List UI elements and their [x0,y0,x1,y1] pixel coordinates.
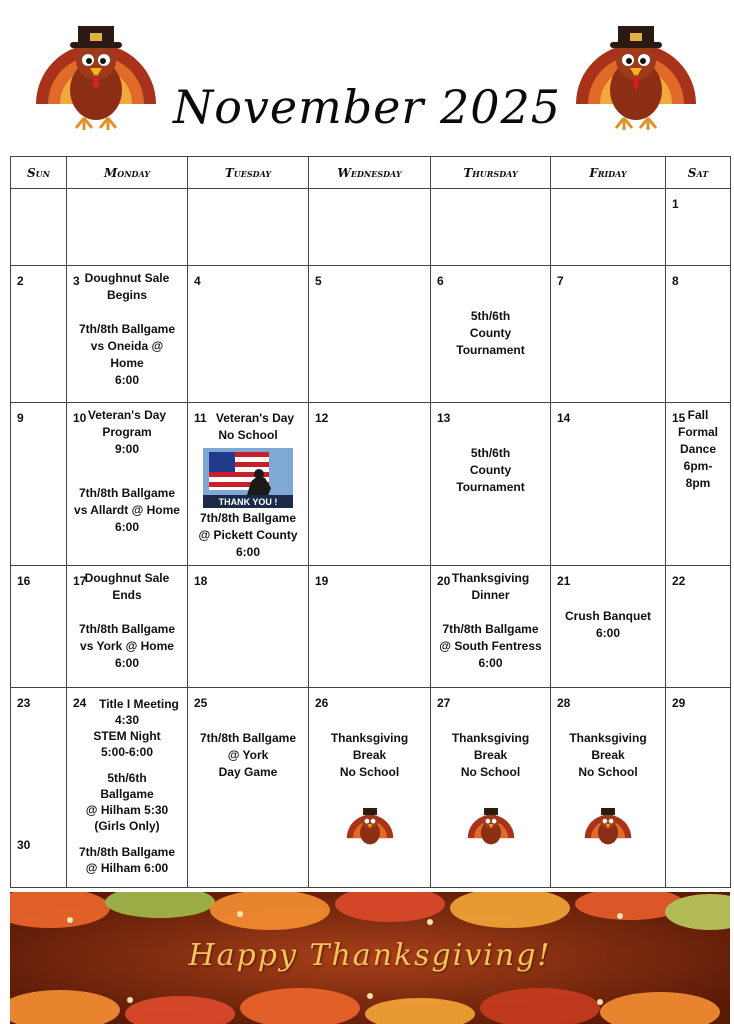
day-number: 29 [672,696,686,710]
event-line: 9:00 [114,442,140,456]
event-line: Doughnut Sale [84,271,170,285]
event-line: 6:00 [235,545,261,559]
event-line: @ South Fentress [439,639,542,653]
day-number: 16 [17,574,31,588]
day-events [73,270,181,389]
day-cell-empty [188,189,309,266]
event-line: vs Oneida @ Home [90,339,164,370]
event-line: 7th/8th Ballgame [78,845,176,859]
event-line: 7th/8th Ballgame [199,511,297,525]
event-line: 7th/8th Ballgame [442,622,539,636]
day-number: 15 [672,411,686,425]
day-events [557,608,659,642]
day-number: 3 [73,274,80,288]
event-line: Veteran's Day [215,411,295,425]
event-line: No School [339,765,400,779]
event-line: Thanksgiving Break [330,731,409,762]
event-line: No School [578,765,638,779]
day-number: 7 [557,274,564,288]
day-events [194,730,302,781]
event-line: Thanksgiving Dinner [451,571,530,602]
day-cell-6 [431,266,551,403]
day-number: 13 [437,411,451,425]
day-events [437,308,544,359]
event-line: 7th/8th Ballgame [199,731,297,745]
weekday-header-tuesday: Tuesday [188,157,309,189]
day-number: 10 [73,411,87,425]
day-cell-19 [309,566,431,688]
event-line: County Tournament [456,326,525,357]
event-line: Ballgame [100,787,154,801]
day-number: 17 [73,574,87,588]
event-line: @ York [227,748,269,762]
day-cell-27 [431,688,551,888]
event-line: 6:00 [114,656,140,670]
event-line: 7th/8th Ballgame [78,622,176,636]
day-cell-11 [188,403,309,566]
day-number: 9 [17,411,24,425]
day-events [73,570,181,672]
day-number: 27 [437,696,451,710]
day-cell-10 [67,403,188,566]
weekday-header-sun: Sun [11,157,67,189]
weekday-header-thursday: Thursday [431,157,551,189]
day-cell-29 [666,688,731,888]
event-line: Formal [677,425,718,439]
event-line: (Girls Only) [94,819,160,833]
day-events [73,696,181,876]
day-cell-9 [11,403,67,566]
event-line: 6:00 [114,373,140,387]
event-line: County Tournament [456,463,525,494]
event-line: Fall [687,408,709,422]
day-cell-2 [11,266,67,403]
day-cell-1 [666,189,731,266]
day-cell-3 [67,266,188,403]
event-line: 5th/6th [470,309,511,323]
day-number: 12 [315,411,329,425]
event-line: 6:00 [595,626,621,640]
day-cell-16 [11,566,67,688]
event-line: No School [218,428,278,442]
day-cell-4 [188,266,309,403]
day-number: 22 [672,574,686,588]
day-cell-5 [309,266,431,403]
veterans-flag-image [203,448,293,508]
day-events [73,407,181,536]
weekday-header-sat: Sat [666,157,731,189]
day-number: 20 [437,574,451,588]
day-number: 5 [315,274,322,288]
day-cell-15 [666,403,731,566]
turkey-icon [580,801,636,849]
day-number: 18 [194,574,208,588]
day-cell-24 [67,688,188,888]
event-line: 6pm-8pm [683,459,713,490]
day-cell-26 [309,688,431,888]
day-events [194,410,302,561]
day-cell-25 [188,688,309,888]
event-line: 5th/6th [470,446,511,460]
event-line: 7th/8th Ballgame [78,486,176,500]
event-line: @ Hilham 5:30 [85,803,169,817]
day-cell-23-30 [11,688,67,888]
event-line: 5:00-6:00 [100,745,154,759]
day-number: 4 [194,274,201,288]
day-number: 28 [557,696,571,710]
event-line: Crush Banquet [564,609,651,623]
day-number: 23 [17,696,31,710]
day-cell-empty [67,189,188,266]
event-line: No School [460,765,521,779]
event-line: Dance [679,442,717,456]
day-cell-empty [309,189,431,266]
day-cell-12 [309,403,431,566]
day-cell-empty [551,189,666,266]
day-number: 21 [557,574,571,588]
weekday-header-monday: Monday [67,157,188,189]
event-line: Doughnut Sale Ends [84,571,170,602]
thanksgiving-banner [10,892,730,1024]
day-number: 14 [557,411,571,425]
day-cell-18 [188,566,309,688]
day-cell-20 [431,566,551,688]
banner-text: Happy Thanksgiving! [188,938,552,973]
event-line: Begins [106,288,147,302]
day-cell-13 [431,403,551,566]
weekday-header-wednesday: Wednesday [309,157,431,189]
day-events [315,730,424,781]
event-line: Thanksgiving Break [569,731,647,762]
day-number: 19 [315,574,329,588]
day-cell-22 [666,566,731,688]
day-events [437,730,544,781]
event-line: Thanksgiving Break [451,731,530,762]
event-line: 5th/6th [107,771,147,785]
event-line: 6:00 [478,656,503,670]
day-cell-28 [551,688,666,888]
event-line: vs York @ Home [80,639,174,653]
day-cell-17 [67,566,188,688]
day-cell-empty [11,189,67,266]
event-line: Title I Meeting [99,697,179,711]
day-number: 25 [194,696,208,710]
day-cell-21 [551,566,666,688]
event-line: @ Pickett County [198,528,298,542]
event-line: Veteran's Day [87,408,167,422]
event-line: Day Game [218,765,278,779]
event-line: STEM Night [93,729,161,743]
turkey-icon [463,801,519,849]
weekday-header-friday: Friday [551,157,666,189]
day-events [437,570,544,672]
day-events [437,445,544,496]
day-number: 24 [73,696,87,710]
day-events [557,730,659,781]
flag-caption: THANK YOU ! [218,497,278,507]
day-cell-7 [551,266,666,403]
day-cell-empty [431,189,551,266]
event-line: @ Hilham 6:00 [85,861,169,875]
day-number: 30 [17,838,31,852]
turkey-icon [342,801,398,849]
event-line: 4:30 [114,713,140,727]
event-line: Program [102,425,152,439]
day-cell-14 [551,403,666,566]
calendar-title: November 2025 [172,80,562,134]
day-number: 8 [672,274,679,288]
day-number: 6 [437,274,444,288]
day-number: 2 [17,274,24,288]
day-cell-8 [666,266,731,403]
day-number: 26 [315,696,329,710]
calendar-grid [10,156,731,888]
event-line: vs Allardt @ Home [74,503,180,517]
event-line: 6:00 [114,520,140,534]
day-number: 1 [672,197,679,211]
event-line: 7th/8th Ballgame [78,322,176,336]
day-number: 11 [194,411,207,425]
